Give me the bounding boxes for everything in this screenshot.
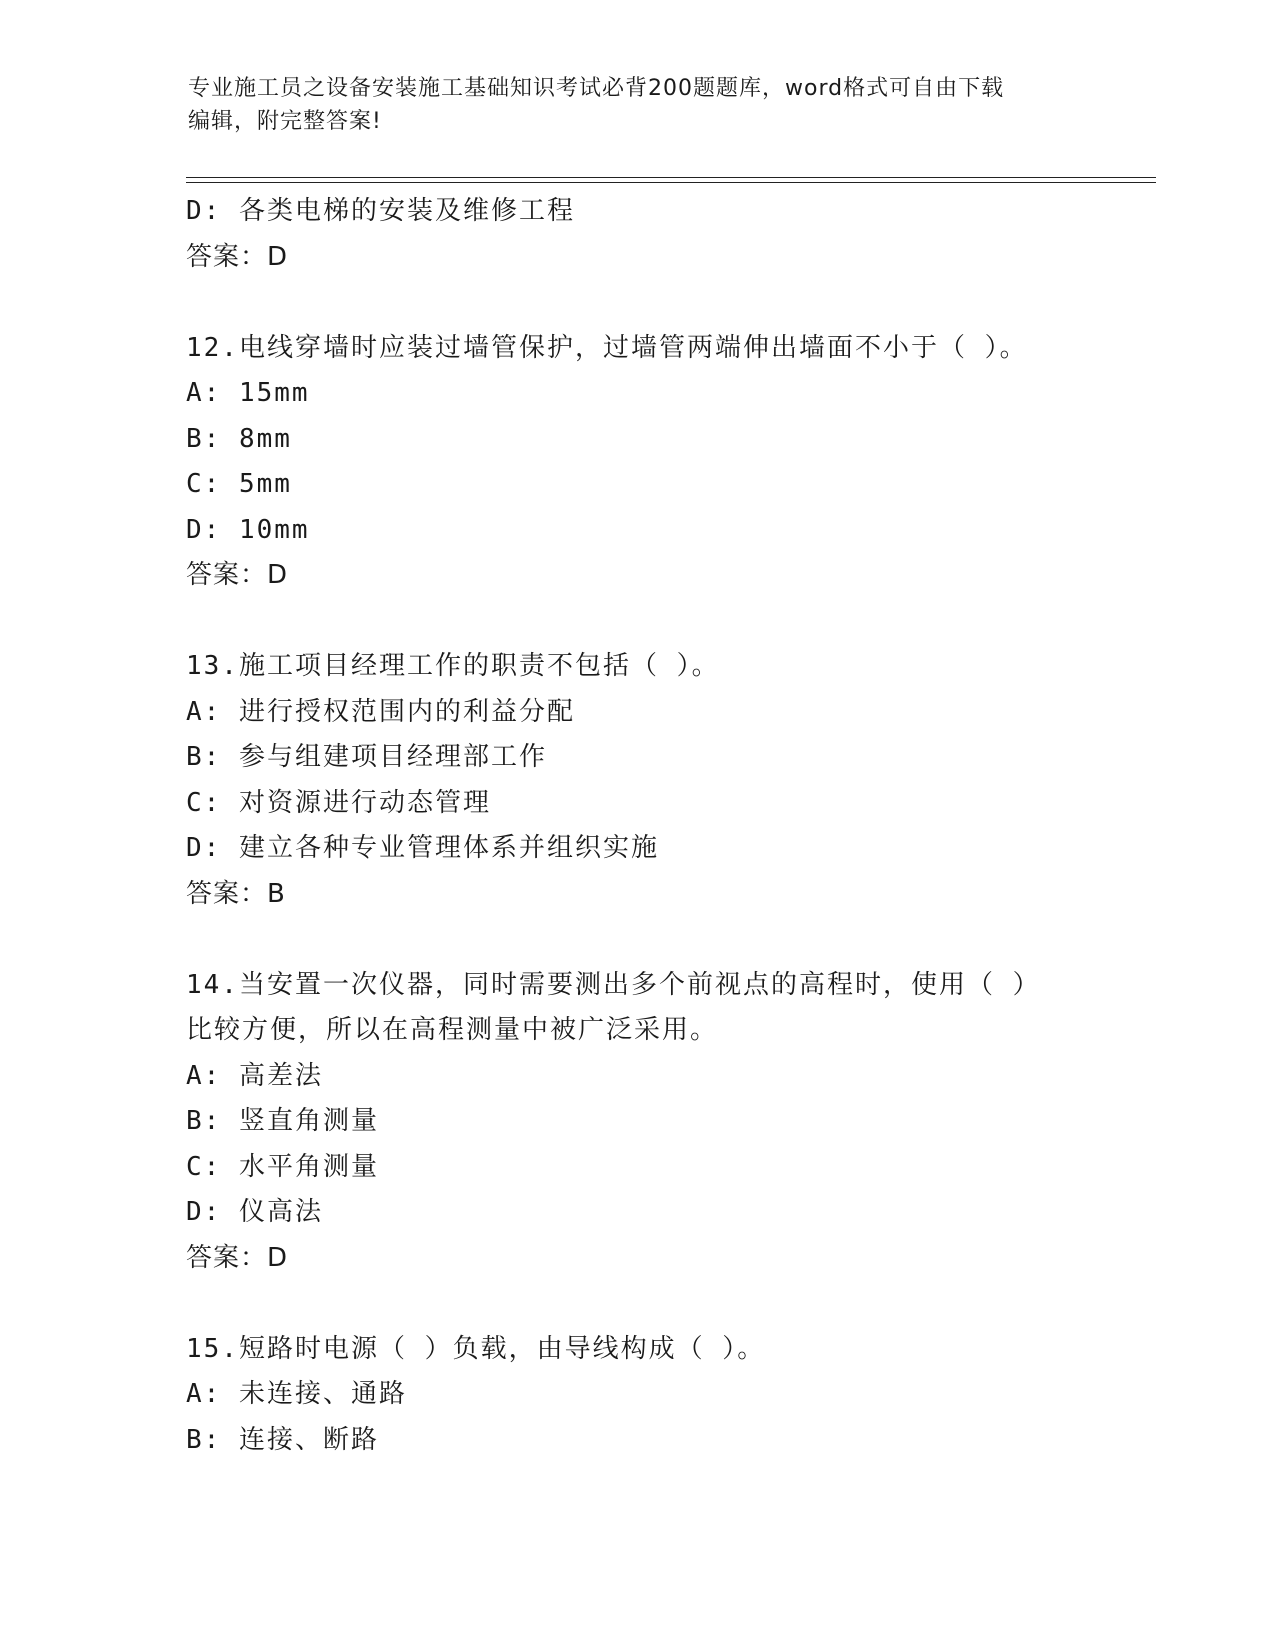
option-d: D: 仪高法 [186,1197,323,1227]
document-body [186,189,1086,1463]
option-c: C: 水平角测量 [186,1151,379,1182]
option-b: B: 8mm [186,423,292,454]
question-12 [186,326,1086,599]
question-stem: 12.电线穿墙时应装过墙管保护，过墙管两端伸出墙面不小于（ ）。 [186,332,1028,363]
question-14 [186,963,1086,1282]
option-a: A: 进行授权范围内的利益分配 [186,696,575,727]
header-title-line-2: 编辑，附完整答案! [188,109,382,134]
spacer [186,280,1086,326]
option-b: B: 竖直角测量 [186,1106,379,1136]
option-b: B: 连接、断路 [186,1424,379,1455]
question-stem: 13.施工项目经理工作的职责不包括（ ）。 [186,651,720,681]
question-stem: 14.当安置一次仪器，同时需要测出多个前视点的高程时，使用（ ） [186,969,1041,1000]
option-c: C: 5mm [186,469,292,499]
question-15 [186,1327,1086,1464]
spacer [186,917,1086,963]
spacer [186,1281,1086,1327]
option-d: D: 10mm [186,514,310,545]
question-13 [186,644,1086,917]
header-double-rule [186,177,1156,183]
answer-line: 答案：D [186,1242,289,1273]
option-a: A: 高差法 [186,1060,323,1091]
option-a: A: 未连接、通路 [186,1379,407,1409]
answer-line: 答案：D [186,560,289,590]
option-a: A: 15mm [186,378,310,408]
answer-line: 答案：D [186,241,289,272]
option-c: C: 对资源进行动态管理 [186,787,491,818]
page-header [188,72,1078,138]
question-stem: 15.短路时电源（ ）负载，由导线构成（ ）。 [186,1333,766,1364]
header-title-line-1: 专业施工员之设备安装施工基础知识考试必背200题题库，word格式可自由下载 [188,76,1005,101]
answer-line: 答案：B [186,878,286,909]
option-b: B: 参与组建项目经理部工作 [186,742,547,772]
option-d: D: 建立各种专业管理体系并组织实施 [186,833,659,863]
question-stem-continued: 比较方便，所以在高程测量中被广泛采用。 [186,1015,719,1045]
spacer [186,599,1086,645]
option-d: D: 各类电梯的安装及维修工程 [186,196,575,226]
